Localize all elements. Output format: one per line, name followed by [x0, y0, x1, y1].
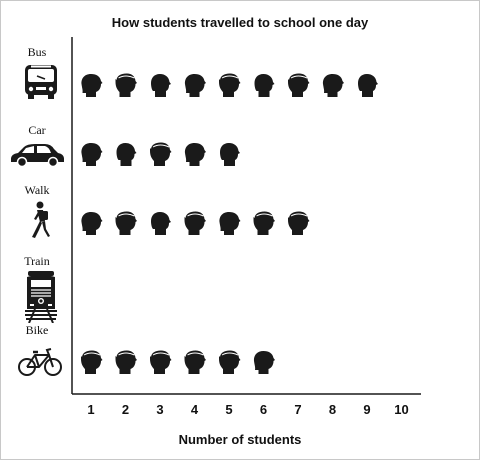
x-tick-label: 10 [394, 402, 409, 417]
student-head-icon [254, 351, 275, 374]
x-axis-label: Number of students [178, 432, 302, 447]
x-tick-label: 8 [328, 402, 337, 417]
student-head-icon [116, 351, 138, 375]
student-head-icon [185, 351, 207, 375]
student-head-icon [185, 74, 206, 97]
x-tick-label: 7 [294, 402, 302, 417]
student-head-icon [150, 143, 172, 167]
category-label-car: Car [28, 123, 46, 137]
student-head-icon [81, 143, 102, 166]
x-tick-label: 1 [87, 402, 95, 417]
plot-area [1, 1, 479, 459]
student-head-icon [219, 212, 240, 235]
student-head-icon [323, 74, 344, 97]
student-head-icon [150, 351, 172, 375]
category-label-walk: Walk [24, 183, 50, 197]
student-head-icon [81, 351, 103, 375]
student-head-icon [288, 74, 310, 98]
student-head-icon [116, 212, 138, 236]
x-tick-label: 9 [363, 402, 371, 417]
category-label-bus: Bus [27, 45, 47, 59]
student-head-icon [255, 74, 275, 97]
student-head-icon [81, 74, 102, 97]
category-label-bike: Bike [25, 323, 49, 337]
student-head-icon [116, 74, 138, 98]
x-tick-label: 6 [259, 402, 268, 417]
student-head-icon [358, 74, 378, 97]
student-head-icon [151, 212, 171, 235]
x-tick-label: 4 [190, 402, 199, 417]
chart-title: How students travelled to school one day [111, 15, 369, 30]
student-head-icon [185, 143, 206, 166]
x-tick-label: 5 [225, 402, 233, 417]
student-head-icon [288, 212, 310, 236]
x-tick-label: 3 [156, 402, 164, 417]
student-head-icon [117, 143, 137, 166]
category-label-train: Train [24, 254, 50, 268]
student-head-icon [151, 74, 171, 97]
student-head-icon [254, 212, 276, 236]
student-head-icon [81, 212, 102, 235]
student-head-icon [185, 212, 207, 236]
student-head-icon [219, 351, 241, 375]
student-head-icon [220, 143, 240, 166]
student-head-icon [219, 74, 241, 98]
x-tick-label: 2 [121, 402, 130, 417]
